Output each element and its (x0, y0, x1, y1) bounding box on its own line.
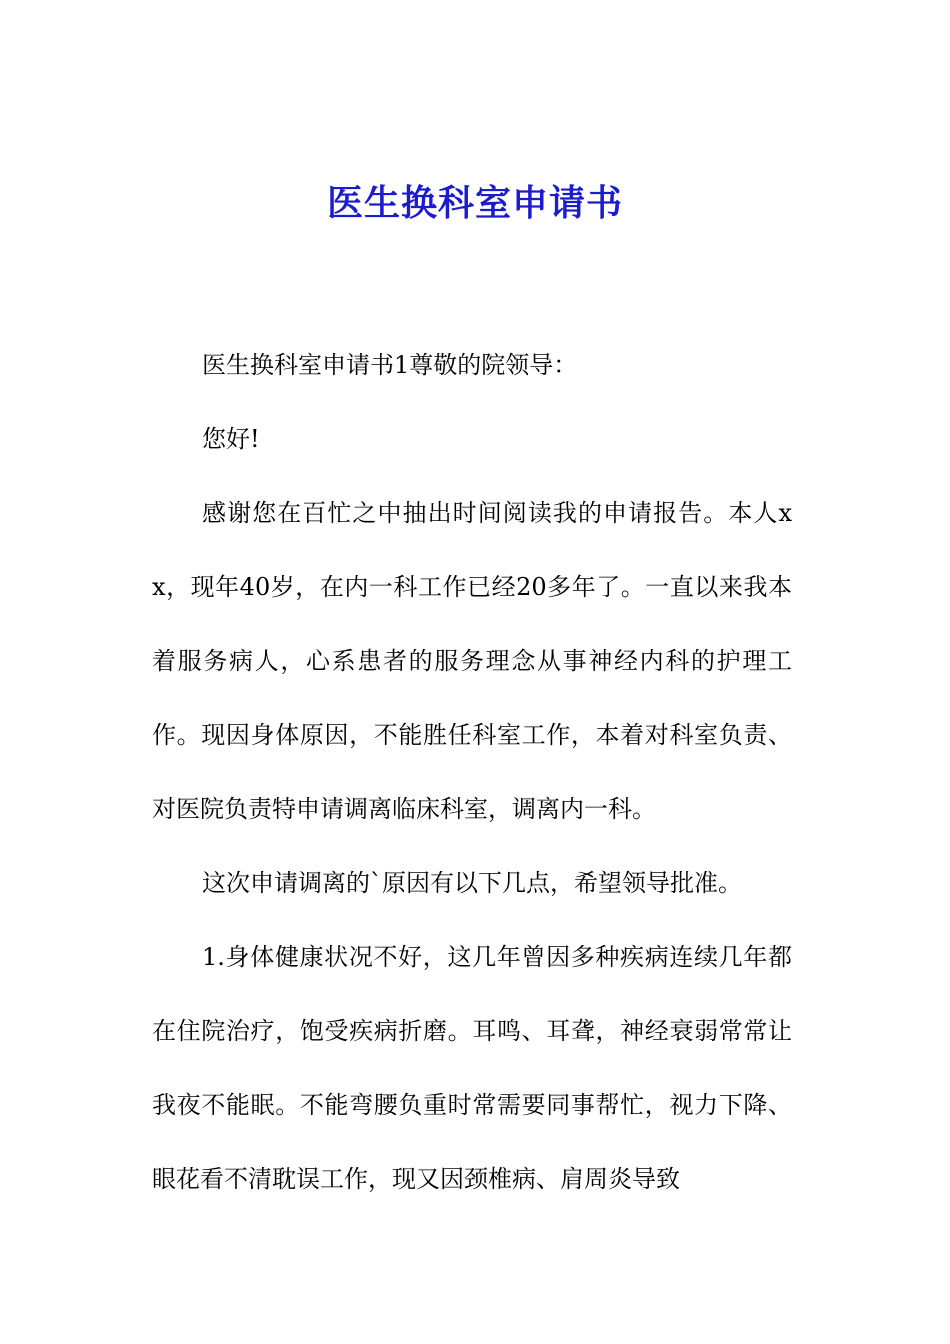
paragraph-greeting: 您好! (202, 425, 260, 453)
paragraph-salutation: 医生换科室申请书1尊敬的院领导： (202, 351, 578, 379)
paragraph-reasons-intro: 这次申请调离的`原因有以下几点，希望领导批准。 (202, 869, 742, 897)
paragraph-reason-1: 1.身体健康状况不好，这几年曾因多种疾病连续几年都在住院治疗，饱受疾病折磨。耳鸣、耳聋，神经衰弱常常让我夜不能眠。不能弯腰负重时常需要同事帮忙，视力下降、眼花看不清耽误工作，现又因颈椎病、肩周炎导致 (152, 943, 792, 1193)
document-title: 医生换科室申请书 (326, 183, 623, 224)
paragraph-introduction: 感谢您在百忙之中抽出时间阅读我的申请报告。本人xx，现年40岁，在内一科工作已经20多年了。一直以来我本着服务病人，心系患者的服务理念从事神经内科的护理工作。现因身体原因，不能胜任科室工作，本着对科室负责、对医院负责特申请调离临床科室，调离内一科。 (152, 499, 792, 823)
document-body (152, 328, 792, 1216)
